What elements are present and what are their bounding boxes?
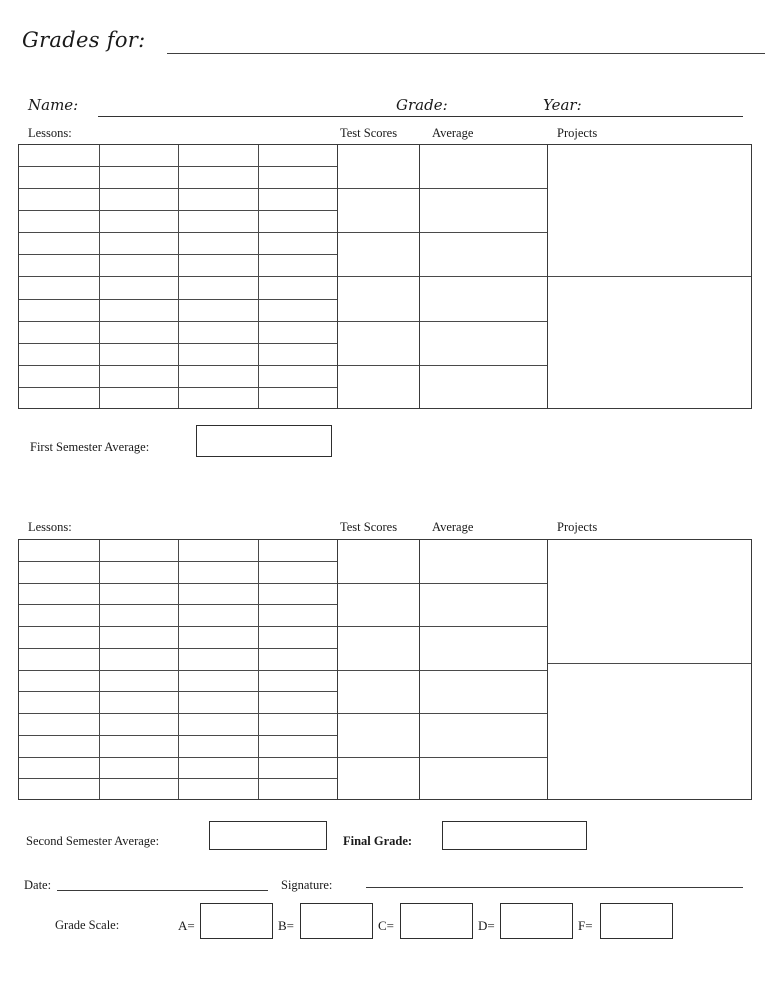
s2-average-header: Average <box>432 520 474 534</box>
identity-row <box>0 96 768 120</box>
grade-scale-letter: A= <box>178 918 195 933</box>
grade-label: Grade: <box>396 96 448 114</box>
final-grade-field[interactable] <box>442 821 587 850</box>
name-label: Name: <box>28 96 79 114</box>
table-row[interactable] <box>338 366 419 410</box>
projects-cell[interactable] <box>548 145 751 277</box>
table-row[interactable] <box>338 233 419 277</box>
table-row[interactable] <box>420 714 547 758</box>
second-semester-average-label: Second Semester Average: <box>26 834 160 848</box>
table-row[interactable] <box>338 627 419 671</box>
s1-test-scores-column <box>338 145 420 408</box>
grade-scale-field[interactable] <box>500 903 573 939</box>
table-row[interactable] <box>338 540 419 584</box>
table-row[interactable] <box>420 145 547 189</box>
table-row[interactable] <box>420 671 547 715</box>
s1-lesson-column-divider <box>178 145 179 408</box>
s2-projects-column <box>548 540 751 799</box>
grade-scale-field[interactable] <box>600 903 673 939</box>
s2-test-scores-header: Test Scores <box>340 520 398 534</box>
projects-cell[interactable] <box>548 664 751 799</box>
grade-scale-field[interactable] <box>400 903 473 939</box>
s1-average-header: Average <box>432 126 474 140</box>
table-row[interactable] <box>338 671 419 715</box>
s2-test-scores-column <box>338 540 420 799</box>
grade-scale-label: Grade Scale: <box>55 918 120 932</box>
s1-lesson-column-divider <box>258 145 259 408</box>
table-row[interactable] <box>338 322 419 366</box>
grade-scale-letter: D= <box>478 918 495 933</box>
s2-lessons-block <box>19 540 338 799</box>
grade-scale-letter: F= <box>578 918 593 933</box>
s2-projects-header: Projects <box>557 520 598 534</box>
grade-scale-letter: C= <box>378 918 395 933</box>
date-label: Date: <box>24 878 52 892</box>
grade-scale-field[interactable] <box>200 903 273 939</box>
table-row[interactable] <box>338 584 419 628</box>
table-row[interactable] <box>338 278 419 322</box>
year-label: Year: <box>543 96 582 114</box>
date-write-in-line[interactable] <box>57 890 268 891</box>
student-name-write-in-line[interactable] <box>167 53 765 54</box>
projects-cell[interactable] <box>548 540 751 664</box>
table-row[interactable] <box>338 145 419 189</box>
table-row[interactable] <box>338 714 419 758</box>
s2-lesson-column-divider <box>99 540 100 799</box>
s1-lessons-block <box>19 145 338 408</box>
final-grade-label: Final Grade: <box>343 834 413 848</box>
s1-projects-header: Projects <box>557 126 598 140</box>
signature-label: Signature: <box>281 878 333 892</box>
first-semester-average-label: First Semester Average: <box>30 440 150 454</box>
table-row[interactable] <box>338 189 419 233</box>
table-row[interactable] <box>420 322 547 366</box>
s1-lessons-header: Lessons: <box>28 126 72 140</box>
first-semester-average-field[interactable] <box>196 425 332 457</box>
table-row[interactable] <box>420 758 547 802</box>
semester-one-grid <box>18 144 752 409</box>
second-semester-average-field[interactable] <box>209 821 327 850</box>
s1-projects-column <box>548 145 751 408</box>
semester-two-grid <box>18 539 752 800</box>
table-row[interactable] <box>420 189 547 233</box>
identity-write-in-line[interactable] <box>98 116 743 117</box>
table-row[interactable] <box>420 366 547 410</box>
signature-write-in-line[interactable] <box>366 887 743 888</box>
s1-lesson-column-divider <box>99 145 100 408</box>
s2-average-column <box>420 540 548 799</box>
table-row[interactable] <box>420 233 547 277</box>
table-row[interactable] <box>420 584 547 628</box>
table-row[interactable] <box>420 278 547 322</box>
s1-test-scores-header: Test Scores <box>340 126 398 140</box>
page-title: Grades for: <box>22 28 146 52</box>
table-row[interactable] <box>338 758 419 802</box>
s2-lesson-column-divider <box>178 540 179 799</box>
s1-average-column <box>420 145 548 408</box>
grade-scale-letter: B= <box>278 918 295 933</box>
s2-lesson-column-divider <box>258 540 259 799</box>
document-title-row <box>22 28 746 62</box>
projects-cell[interactable] <box>548 277 751 409</box>
table-row[interactable] <box>420 540 547 584</box>
grade-scale-field[interactable] <box>300 903 373 939</box>
table-row[interactable] <box>420 627 547 671</box>
s2-lessons-header: Lessons: <box>28 520 72 534</box>
